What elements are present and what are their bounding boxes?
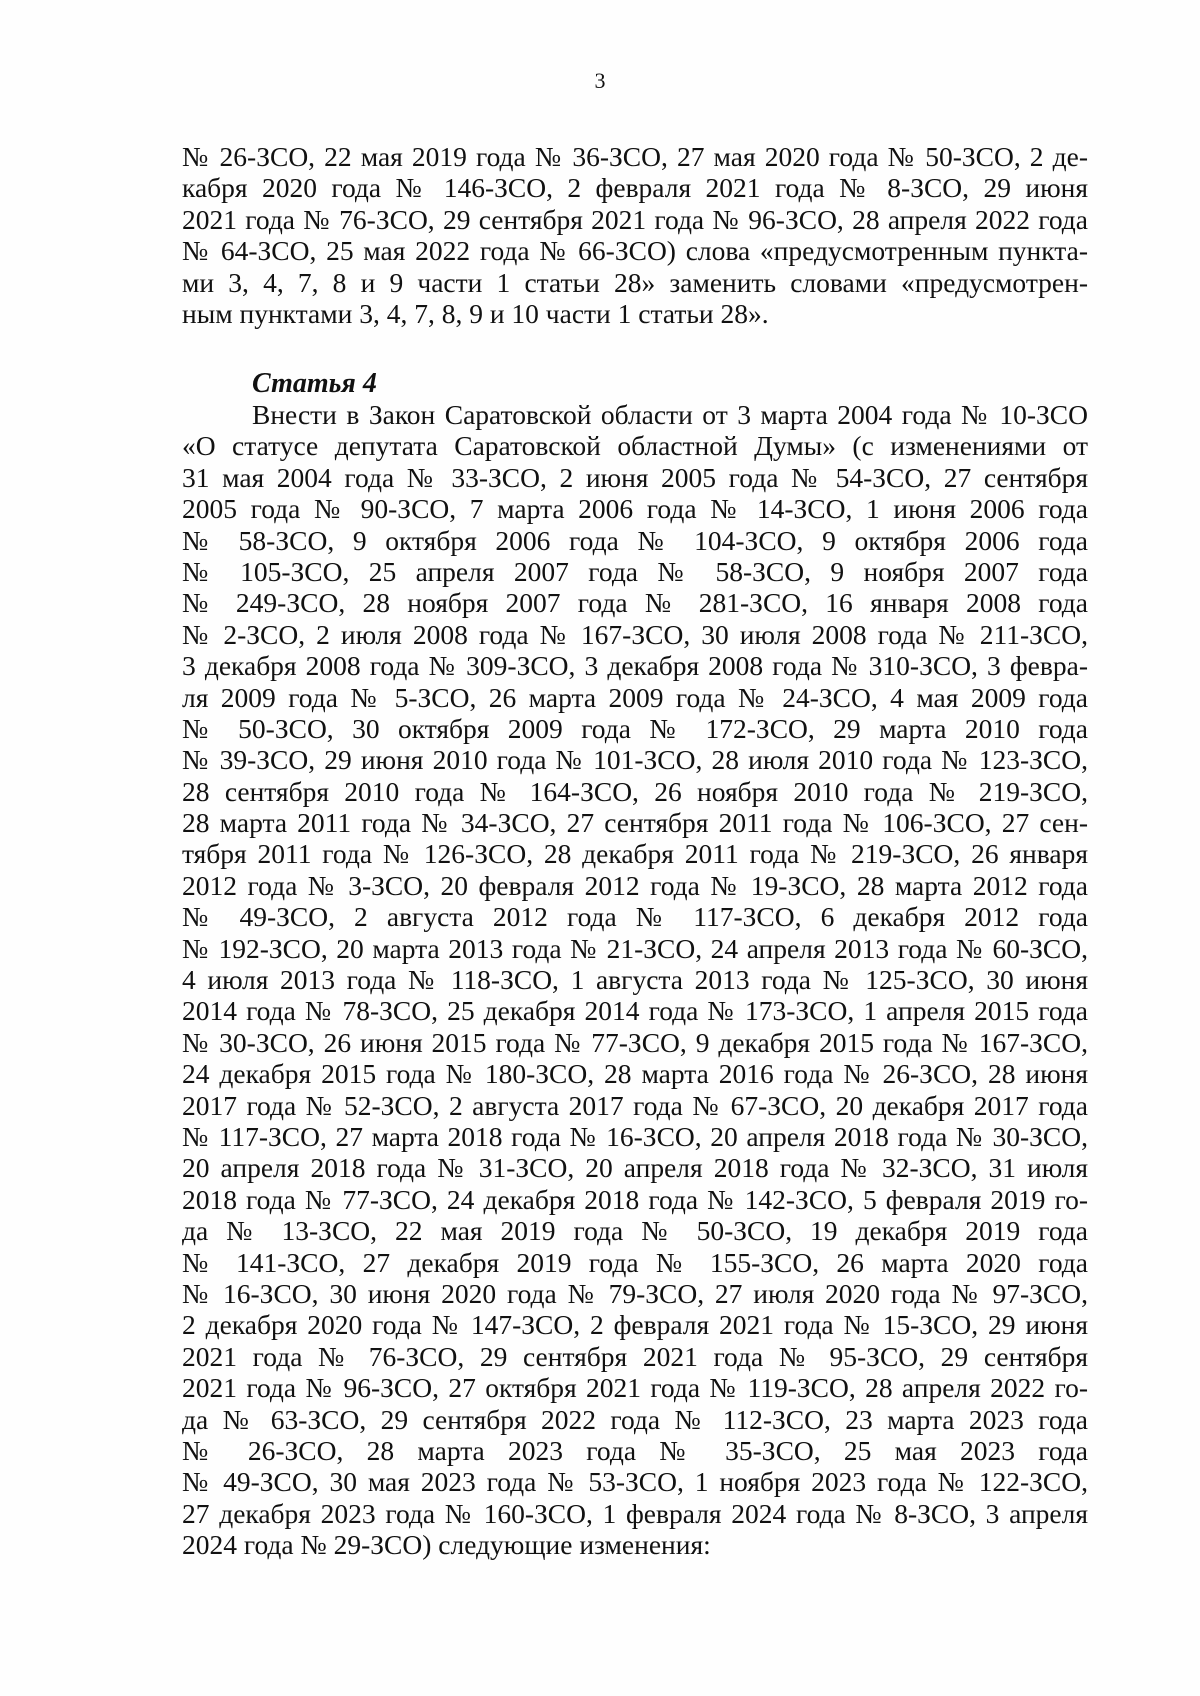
text-line: 2005 года № 90-ЗСО, 7 марта 2006 года № 14-ЗСО, 1 июня 2006 года [182,493,1088,525]
text-line: ным пунктами 3, 4, 7, 8, 9 и 10 части 1 статьи 28». [182,297,769,329]
text-line: № 105-ЗСО, 25 апреля 2007 года № 58-ЗСО, 9 ноября 2007 года [182,555,1088,587]
page-number: 3 [594,68,606,93]
text-line: ми 3, 4, 7, 8 и 9 части 1 статьи 28» заменить словами «предусмотрен- [182,266,1088,298]
text-line: № 39-ЗСО, 29 июня 2010 года № 101-ЗСО, 28 июля 2010 года № 123-ЗСО, [182,744,1088,776]
text-line: 2012 года № 3-ЗСО, 20 февраля 2012 года № 19-ЗСО, 28 марта 2012 года [182,869,1088,901]
text-line: 31 мая 2004 года № 33-ЗСО, 2 июня 2005 года № 54-ЗСО, 27 сентября [182,461,1088,493]
article-heading: Статья 4 [252,368,377,399]
text-line: 2021 года № 96-ЗСО, 27 октября 2021 года № 119-ЗСО, 28 апреля 2022 го- [182,1372,1088,1404]
text-line: 2024 года № 29-ЗСО) следующие изменения: [182,1529,711,1561]
text-line: 2014 года № 78-ЗСО, 25 декабря 2014 года № 173-ЗСО, 1 апреля 2015 года [182,995,1088,1027]
text-line: 2018 года № 77-ЗСО, 24 декабря 2018 года № 142-ЗСО, 5 февраля 2019 го- [182,1183,1088,1215]
text-line: № 49-ЗСО, 30 мая 2023 года № 53-ЗСО, 1 ноября 2023 года № 122-ЗСО, [182,1466,1088,1498]
text-line: 2021 года № 76-ЗСО, 29 сентября 2021 года № 96-ЗСО, 28 апреля 2022 года [182,203,1088,235]
article-body [182,399,1088,1560]
text-line: № 49-ЗСО, 2 августа 2012 года № 117-ЗСО, 6 декабря 2012 года [182,901,1088,933]
text-line: Внести в Закон Саратовской области от 3 марта 2004 года № 10-ЗСО [252,399,1088,430]
text-line: № 249-ЗСО, 28 ноября 2007 года № 281-ЗСО, 16 января 2008 года [182,587,1088,619]
text-line: 28 сентября 2010 года № 164-ЗСО, 26 ноября 2010 года № 219-ЗСО, [182,775,1088,807]
text-line: 2 декабря 2020 года № 147-ЗСО, 2 февраля 2021 года № 15-ЗСО, 29 июня [182,1309,1088,1341]
text-line: № 141-ЗСО, 27 декабря 2019 года № 155-ЗСО, 26 марта 2020 года [182,1246,1088,1278]
text-line: № 50-ЗСО, 30 октября 2009 года № 172-ЗСО, 29 марта 2010 года [182,712,1088,744]
paragraph-continuation [182,141,1088,329]
text-line: № 192-ЗСО, 20 марта 2013 года № 21-ЗСО, 24 апреля 2013 года № 60-ЗСО, [182,932,1088,964]
text-line: 27 декабря 2023 года № 160-ЗСО, 1 февраля 2024 года № 8-ЗСО, 3 апреля [182,1497,1088,1529]
text-line: 4 июля 2013 года № 118-ЗСО, 1 августа 2013 года № 125-ЗСО, 30 июня [182,964,1088,996]
text-line: 20 апреля 2018 года № 31-ЗСО, 20 апреля 2018 года № 32-ЗСО, 31 июля [182,1152,1088,1184]
text-line: № 2-ЗСО, 2 июля 2008 года № 167-ЗСО, 30 июля 2008 года № 211-ЗСО, [182,618,1088,650]
text-line: кабря 2020 года № 146-ЗСО, 2 февраля 2021 года № 8-ЗСО, 29 июня [182,172,1088,204]
text-line: № 26-ЗСО, 28 марта 2023 года № 35-ЗСО, 25 мая 2023 года [182,1434,1088,1466]
text-line: да № 13-ЗСО, 22 мая 2019 года № 50-ЗСО, 19 декабря 2019 года [182,1215,1088,1247]
text-line: ля 2009 года № 5-ЗСО, 26 марта 2009 года № 24-ЗСО, 4 мая 2009 года [182,681,1088,713]
text-line: 2021 года № 76-ЗСО, 29 сентября 2021 года № 95-ЗСО, 29 сентября [182,1340,1088,1372]
text-line: 24 декабря 2015 года № 180-ЗСО, 28 марта 2016 года № 26-ЗСО, 28 июня [182,1058,1088,1090]
text-line: «О статусе депутата Саратовской областной Думы» (с изменениями от [182,430,1088,462]
text-line: № 64-ЗСО, 25 мая 2022 года № 66-ЗСО) слова «предусмотренным пункта- [182,235,1088,267]
text-line: № 16-ЗСО, 30 июня 2020 года № 79-ЗСО, 27 июля 2020 года № 97-ЗСО, [182,1277,1088,1309]
text-line: № 26-ЗСО, 22 мая 2019 года № 36-ЗСО, 27 мая 2020 года № 50-ЗСО, 2 де- [182,141,1088,172]
text-line: да № 63-ЗСО, 29 сентября 2022 года № 112-ЗСО, 23 марта 2023 года [182,1403,1088,1435]
text-line: № 117-ЗСО, 27 марта 2018 года № 16-ЗСО, 20 апреля 2018 года № 30-ЗСО, [182,1120,1088,1152]
text-line: 3 декабря 2008 года № 309-ЗСО, 3 декабря 2008 года № 310-ЗСО, 3 февра- [182,650,1088,682]
text-line: 28 марта 2011 года № 34-ЗСО, 27 сентября 2011 года № 106-ЗСО, 27 сен- [182,807,1088,839]
text-line: тября 2011 года № 126-ЗСО, 28 декабря 2011 года № 219-ЗСО, 26 января [182,838,1088,870]
text-line: № 58-ЗСО, 9 октября 2006 года № 104-ЗСО, 9 октября 2006 года [182,524,1088,556]
text-line: 2017 года № 52-ЗСО, 2 августа 2017 года № 67-ЗСО, 20 декабря 2017 года [182,1089,1088,1121]
text-line: № 30-ЗСО, 26 июня 2015 года № 77-ЗСО, 9 декабря 2015 года № 167-ЗСО, [182,1026,1088,1058]
